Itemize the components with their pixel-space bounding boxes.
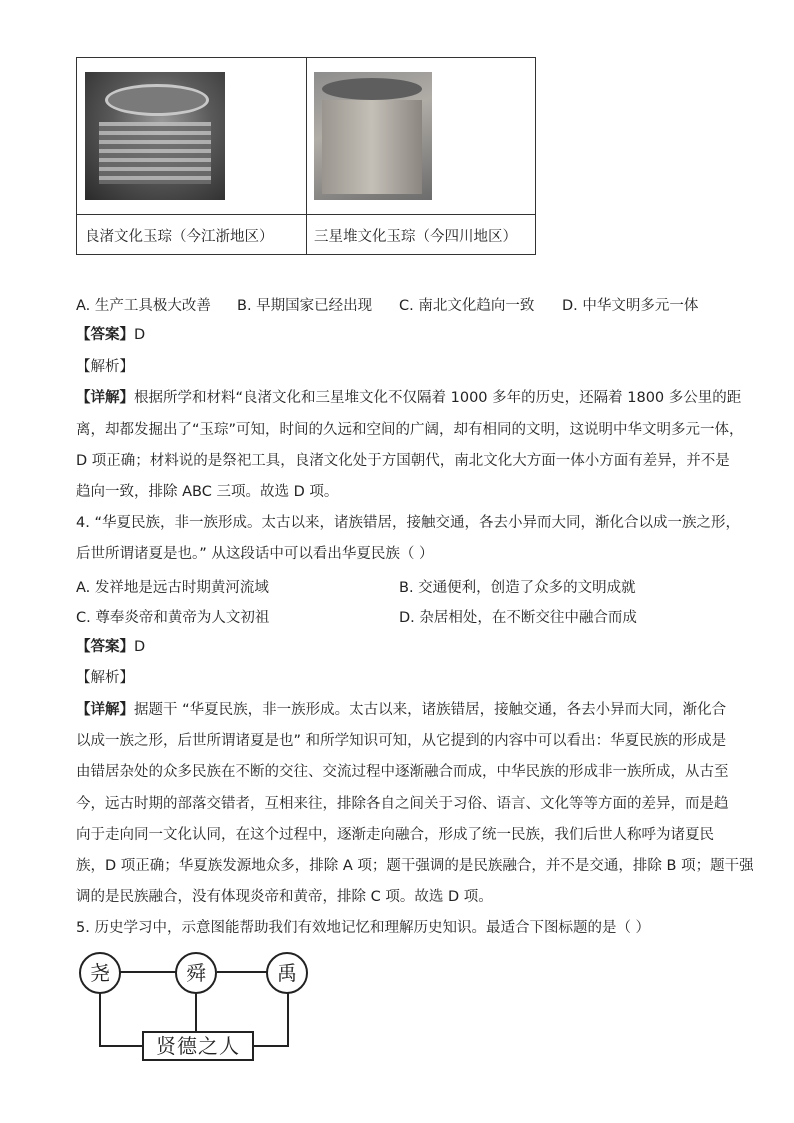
q3-analysis-label: 【解析】: [76, 359, 134, 375]
q4-detail-line-5: 向于走向同一文化认同，在这个过程中，逐渐走向融合，形成了统一民族，我们后世人称呼为诸夏民: [76, 827, 714, 843]
table-divider-horizontal: [77, 214, 535, 215]
liangzhu-jade-cong-photo: [85, 72, 225, 200]
q4-option-b: B. 交通便利，创造了众多的文明成就: [399, 580, 636, 596]
q4-analysis-label: 【解析】: [76, 670, 134, 686]
table-divider-vertical: [306, 58, 307, 254]
connector-left-down: [99, 992, 101, 1046]
q3-option-d: D. 中华文明多元一体: [562, 298, 699, 314]
q4-detail-line-1: 【详解】据题干 “华夏民族，非一族形成。太古以来，诸族错居，接触交通，各去小异而大同，渐化合: [76, 702, 727, 718]
sanxingdui-jade-cong-photo: [314, 72, 432, 200]
jade-rim: [105, 84, 209, 116]
q4-detail-line-7: 调的是民族融合，没有体现炎帝和黄帝，排除 C 项。故选 D 项。: [76, 889, 493, 905]
q4-detail-line-2: 以成一族之形，后世所谓诸夏是也” 和所学知识可知，从它提到的内容中可以看出：华夏民族的形成是: [76, 733, 727, 749]
node-yu: 禹: [266, 952, 308, 994]
q4-option-d: D. 杂居相处，在不断交往中融合而成: [399, 610, 637, 626]
caption-left: 良渚文化玉琮（今江浙地区）: [85, 229, 274, 245]
connector-mid-box: [195, 992, 197, 1032]
q3-detail-line-4: 趋向一致，排除 ABC 三项。故选 D 项。: [76, 484, 339, 500]
q3-answer: 【答案】D: [76, 327, 146, 343]
q3-option-b: B. 早期国家已经出现: [237, 298, 373, 314]
jade-body: [322, 100, 422, 194]
q3-option-a: A. 生产工具极大改善: [76, 298, 211, 314]
q4-stem-line-1: 4. “华夏民族，非一族形成。太古以来，诸族错居，接触交通，各去小异而大同，渐化合以成一族之形，: [76, 515, 740, 531]
connector-mid-right: [217, 971, 267, 973]
image-table: [76, 57, 536, 255]
caption-right: 三星堆文化玉琮（今四川地区）: [314, 229, 517, 245]
q4-detail-line-3: 由错居杂处的众多民族在不断的交往、交流过程中逐渐融合而成，中华民族的形成非一族所成，从古至: [76, 764, 729, 780]
q4-option-c: C. 尊奉炎帝和黄帝为人文初祖: [76, 610, 270, 626]
connector-left-box: [99, 1045, 143, 1047]
connector-right-box: [253, 1045, 289, 1047]
q3-detail-line-3: D 项正确；材料说的是祭祀工具，良渚文化处于方国朝代，南北文化大方面一体小方面有差异，并不是: [76, 453, 730, 469]
q4-detail-line-4: 今，远古时期的部落交错者，互相来往，排除各自之间关于习俗、语言、文化等等方面的差异，而是趋: [76, 796, 729, 812]
q3-option-c: C. 南北文化趋向一致: [399, 298, 535, 314]
q3-detail-line-2: 离，却都发掘出了“玉琮”可知，时间的久远和空间的广阔，却有相同的文明，这说明中华文明多元一体，: [76, 422, 744, 438]
q4-stem-line-2: 后世所谓诸夏是也。” 从这段话中可以看出华夏民族（ ）: [76, 546, 434, 562]
jade-top: [322, 78, 422, 100]
q4-option-a: A. 发祥地是远古时期黄河流域: [76, 580, 269, 596]
q4-detail-line-6: 族，D 项正确；华夏族发源地众多，排除 A 项；题干强调的是民族融合，并不是交通，排除 B 项；题干强: [76, 858, 754, 874]
virtuous-person-box: 贤德之人: [142, 1031, 254, 1061]
q3-detail-line-1: 【详解】根据所学和材料“良渚文化和三星堆文化不仅隔着 1000 多年的历史，还隔着 1800 多公里的距: [76, 390, 742, 406]
q4-answer: 【答案】D: [76, 639, 146, 655]
q5-stem: 5. 历史学习中，示意图能帮助我们有效地记忆和理解历史知识。最适合下图标题的是（ ）: [76, 920, 651, 936]
node-yao: 尧: [79, 952, 121, 994]
node-shun: 舜: [175, 952, 217, 994]
jade-bands: [99, 122, 211, 184]
connector-right-down: [287, 992, 289, 1046]
connector-left-mid: [120, 971, 178, 973]
